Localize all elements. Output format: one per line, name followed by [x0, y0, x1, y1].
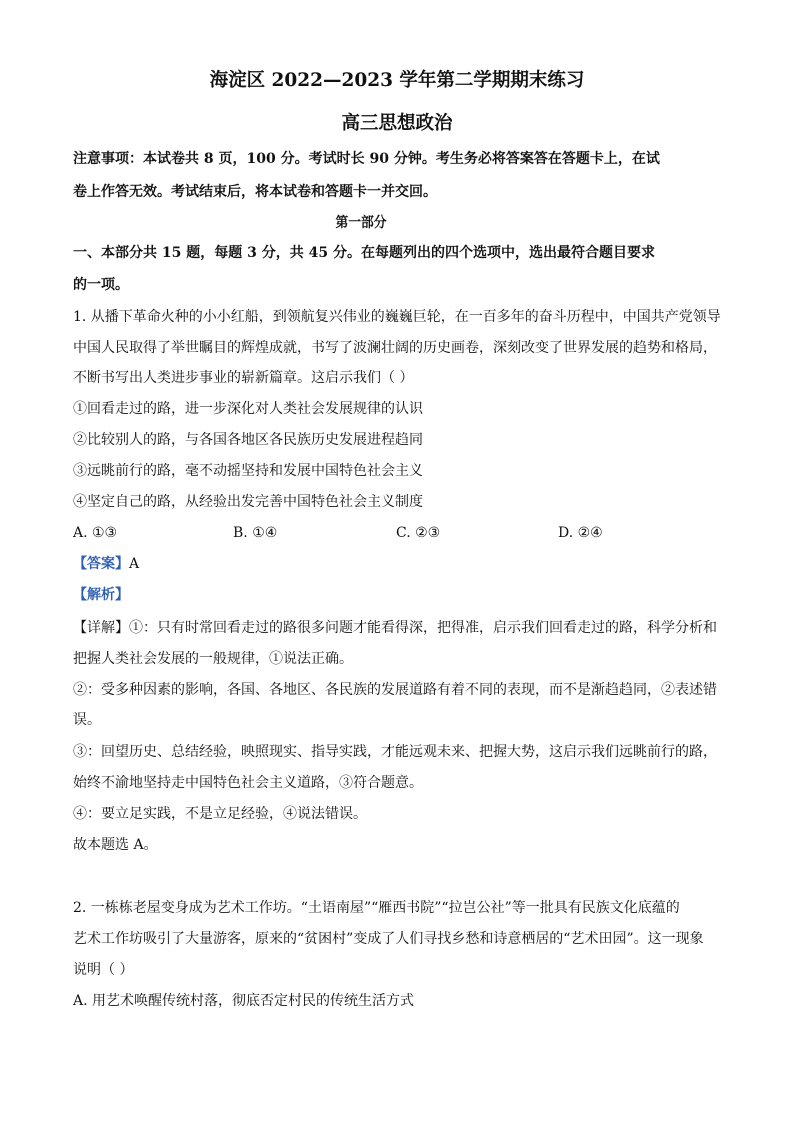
- q1-detail-line-2: 把握人类社会发展的一般规律，①说法正确。: [73, 651, 353, 667]
- q1-statement-3: ③远眺前行的路，毫不动摇坚持和发展中国特色社会主义: [73, 463, 423, 479]
- q1-option-b: B. ①④: [233, 525, 278, 541]
- q1-stem-line-2: 中国人民取得了举世瞩目的辉煌成就，书写了波澜壮阔的历史画卷，深刻改变了世界发展的趋势和格局，: [73, 340, 717, 356]
- q1-statement-1: ①回看走过的路，进一步深化对人类社会发展规律的认识: [73, 401, 423, 417]
- q1-detail-line-3: ②：受多种因素的影响，各国、各地区、各民族的发展道路有着不同的表现，而不是渐趋趋同，②表述错: [73, 682, 717, 698]
- q1-stem-line-1: 1. 从播下革命火种的小小红船，到领航复兴伟业的巍巍巨轮，在一百多年的奋斗历程中，中国共产党领导: [73, 309, 721, 325]
- q1-detail-line-6: 始终不渝地坚持走中国特色社会主义道路，③符合题意。: [73, 775, 423, 791]
- q1-analysis: [73, 585, 129, 605]
- q1-detail-line-1: [73, 618, 717, 638]
- q1-answer: [73, 554, 139, 574]
- part-instruction-1: 一、本部分共 15 题，每题 3 分，共 45 分。在每题列出的四个选项中，选出最符合题目要求: [73, 245, 655, 261]
- notice-line-2: 卷上作答无效。考试结束后，将本试卷和答题卡一并交回。: [73, 184, 437, 200]
- exam-title: 海淀区 2022—2023 学年第二学期期末练习: [209, 70, 585, 91]
- q2-stem-line-1: 2. 一栋栋老屋变身成为艺术工作坊。“土语南屋”“雁西书院”“拉岂公社”等一批具有民族文化底蕴的: [73, 900, 680, 916]
- q1-option-a: A. ①③: [73, 525, 118, 541]
- q1-detail-line-4: 误。: [73, 712, 101, 728]
- q1-statement-4: ④坚定自己的路，从经验出发完善中国特色社会主义制度: [73, 494, 423, 510]
- part-heading: 第一部分: [335, 215, 387, 231]
- q1-detail-line-5: ③：回望历史、总结经验，映照现实、指导实践，才能远观未来、把握大势，这启示我们远眺前行的路，: [73, 744, 717, 760]
- q1-detail-line-7: ④：要立足实践，不是立足经验，④说法错误。: [73, 806, 367, 822]
- notice-line-1: 注意事项：本试卷共 8 页，100 分。考试时长 90 分钟。考生务必将答案答在答题卡上，在试: [73, 151, 660, 167]
- q1-option-d: D. ②④: [558, 525, 603, 541]
- detail-text-1: ①：只有时常回看走过的路很多问题才能看得深，把得准，启示我们回看走过的路，科学分析和: [129, 620, 717, 636]
- q2-stem-line-3: 说明（ ）: [73, 962, 134, 978]
- q2-option-a: A. 用艺术唤醒传统村落，彻底否定村民的传统生活方式: [73, 993, 415, 1009]
- q2-stem-line-2: 艺术工作坊吸引了大量游客，原来的“贫困村”变成了人们寻找乡愁和诗意栖居的“艺术田园”。这一现象: [73, 931, 704, 947]
- answer-label: 【答案】: [73, 556, 129, 572]
- q1-statement-2: ②比较别人的路，与各国各地区各民族历史发展进程趋同: [73, 432, 423, 448]
- exam-subject: 高三思想政治: [341, 113, 453, 134]
- part-instruction-2: 的一项。: [73, 277, 129, 293]
- q1-option-c: C. ②③: [396, 525, 441, 541]
- analysis-label: 【解析】: [73, 587, 129, 603]
- q1-conclusion: 故本题选 A。: [73, 837, 158, 853]
- answer-value: A: [129, 556, 140, 572]
- detail-label: 【详解】: [73, 620, 129, 636]
- q1-stem-line-3: 不断书写出人类进步事业的崭新篇章。这启示我们（ ）: [73, 370, 414, 386]
